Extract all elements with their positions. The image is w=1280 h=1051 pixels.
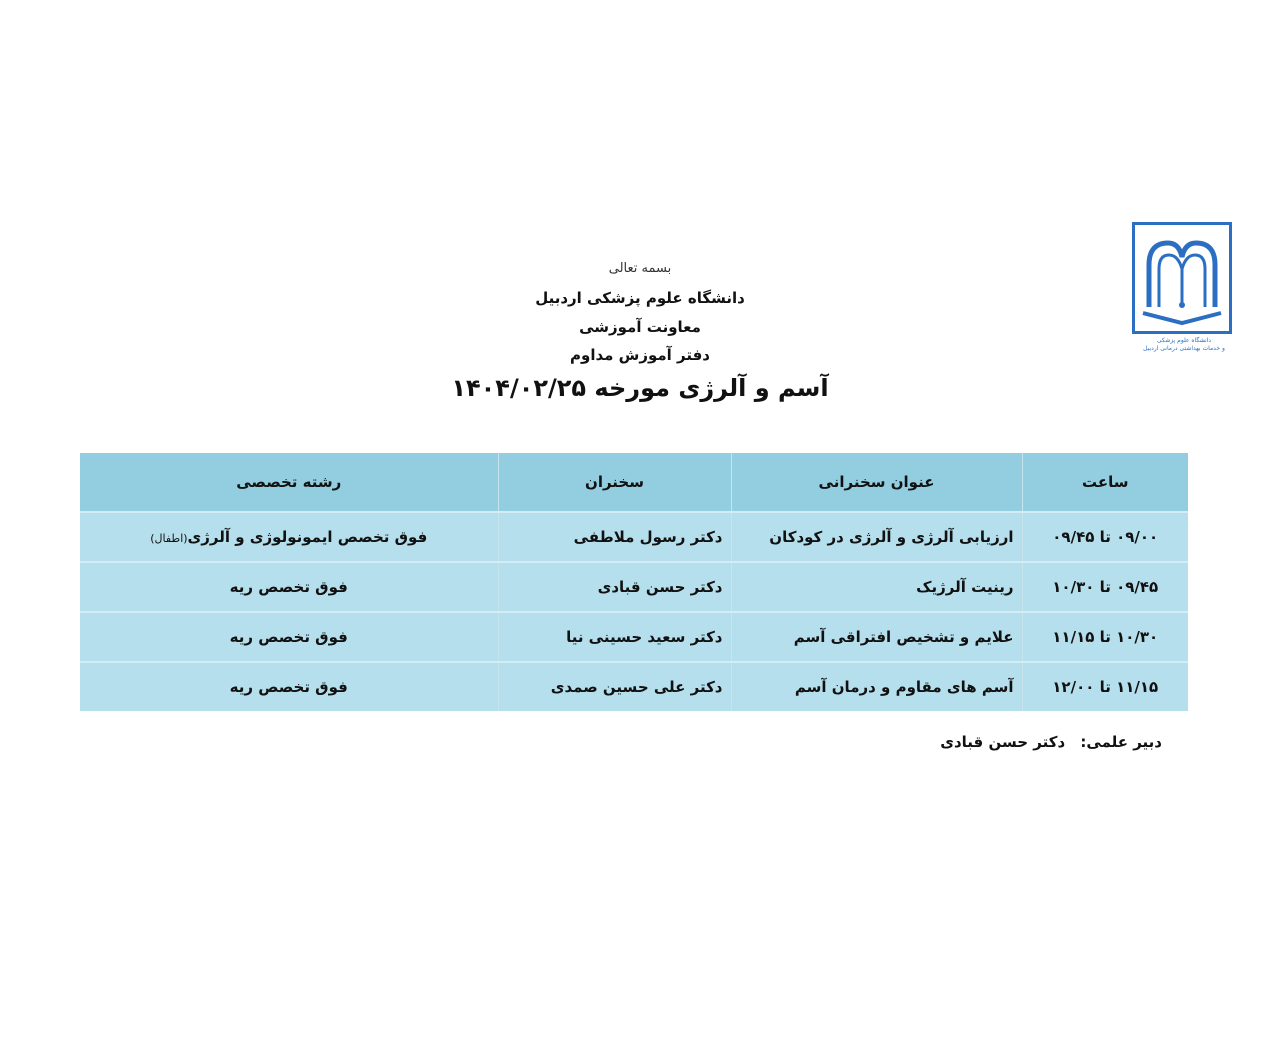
scientific-secretary (700, 733, 1162, 751)
speaker-specialty-cell (80, 662, 498, 711)
session-title: آسم های مقاوم و درمان آسم (731, 662, 1022, 711)
session-speaker: دکتر رسول ملاطفی (498, 512, 731, 562)
table-row (80, 562, 1188, 612)
session-title: ارزیابی آلرژی و آلرژی در کودکان (731, 512, 1022, 562)
office-name: دفتر آموزش مداوم (570, 346, 710, 364)
speaker-specialty: فوق تخصص ایمونولوژی و آلرژی (187, 528, 428, 546)
speaker-specialty: فوق تخصص ریه (229, 578, 348, 596)
speaker-specialty-cell (80, 512, 498, 562)
session-time: ۱۰/۳۰ تا ۱۱/۱۵ (1022, 612, 1188, 662)
session-title: رینیت آلرژیک (731, 562, 1022, 612)
table-row (80, 512, 1188, 562)
specialty-note: (اطفال) (150, 532, 188, 545)
column-header-time: ساعت (1022, 453, 1188, 512)
speaker-specialty-cell (80, 562, 498, 612)
deputy-name: معاونت آموزشی (579, 318, 701, 336)
session-speaker: دکتر علی حسین صمدی (498, 662, 731, 711)
table-header-row (80, 453, 1188, 512)
session-time: ۰۹/۴۵ تا ۱۰/۳۰ (1022, 562, 1188, 612)
basmala: بسمه تعالی (608, 261, 672, 276)
table-row (80, 612, 1188, 662)
speaker-specialty: فوق تخصص ریه (229, 678, 348, 696)
session-speaker: دکتر حسن قبادی (498, 562, 731, 612)
secretary-name: دکتر حسن قبادی (940, 733, 1066, 751)
book-emblem-icon (1132, 222, 1232, 334)
column-header-specialty: رشته تخصصی (80, 453, 498, 512)
column-header-title: عنوان سخنرانی (731, 453, 1022, 512)
session-title: علایم و تشخیص افتراقی آسم (731, 612, 1022, 662)
speaker-specialty-cell (80, 612, 498, 662)
university-logo (1128, 222, 1240, 362)
speaker-specialty: فوق تخصص ریه (229, 628, 348, 646)
schedule-table (80, 453, 1188, 711)
session-speaker: دکتر سعید حسینی نیا (498, 612, 731, 662)
column-header-speaker: سخنران (498, 453, 731, 512)
session-time: ۰۹/۰۰ تا ۰۹/۴۵ (1022, 512, 1188, 562)
logo-caption-line2: و خدمات بهداشتی درمانی اردبیل (1143, 345, 1225, 352)
page-title: آسم و آلرژی مورخه ۱۴۰۴/۰۲/۲۵ (451, 374, 829, 402)
session-time: ۱۱/۱۵ تا ۱۲/۰۰ (1022, 662, 1188, 711)
table-row (80, 662, 1188, 711)
logo-caption (1128, 337, 1240, 353)
university-name: دانشگاه علوم پزشکی اردبیل (535, 289, 745, 307)
secretary-label: دبیر علمی: (1080, 733, 1162, 751)
logo-caption-line1: دانشگاه علوم پزشکی (1156, 337, 1212, 344)
